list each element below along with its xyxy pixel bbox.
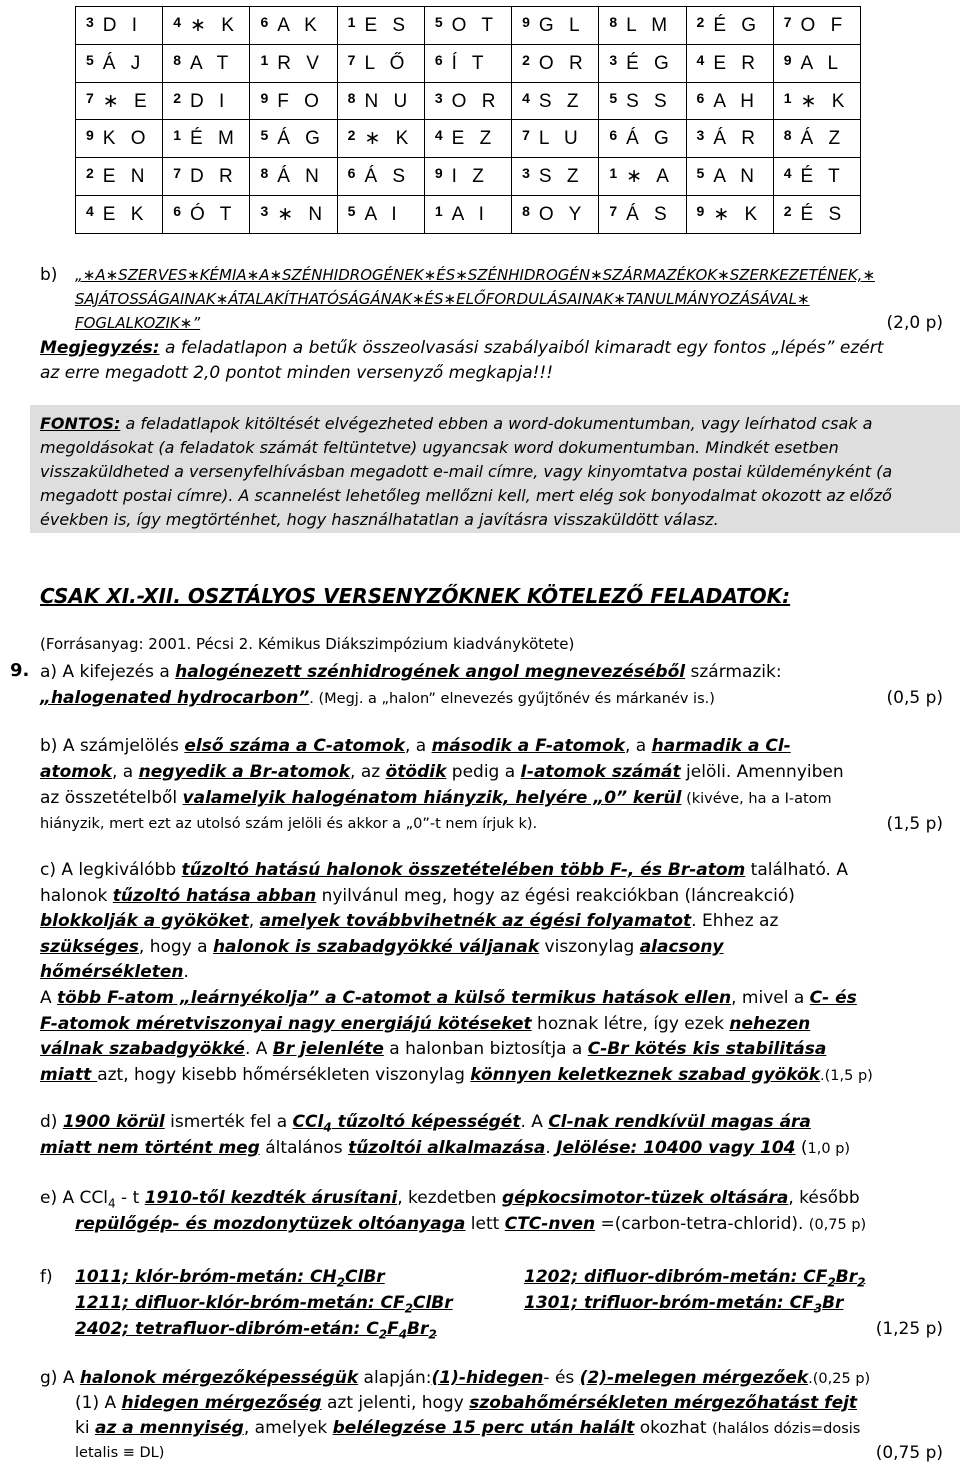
grid-cell-letters: D R <box>190 166 238 188</box>
grid-cell <box>337 82 424 120</box>
text-segment: b) A számjelölés <box>40 736 185 756</box>
text-segment: C- és <box>809 988 857 1008</box>
text-segment: - és <box>543 1368 580 1388</box>
grid-cell <box>76 196 163 234</box>
text-segment: amelyek továbbvihetnék az égési folyamatot <box>259 911 692 931</box>
grid-cell-letters: A H <box>713 90 759 112</box>
grid-cell <box>512 82 599 120</box>
fontos-line4: években is, így megtörténhet, hogy használhatatlan a javításra visszaküldött válasz. <box>40 510 719 529</box>
grid-cell <box>512 44 599 82</box>
grid-cell <box>773 82 860 120</box>
text-segment: halonok is szabadgyökké váljanak <box>212 937 540 957</box>
grid-cell-number: 3 <box>434 89 443 106</box>
grid-cell-letters: F O <box>277 90 324 112</box>
grid-cell <box>599 82 686 120</box>
text-segment: alapján: <box>358 1368 432 1388</box>
text-segment: válnak szabadgyökké <box>40 1039 245 1059</box>
grid-cell-letters: Í T <box>451 52 489 74</box>
grid-cell <box>76 120 163 158</box>
grid-cell-number: 9 <box>434 165 443 182</box>
grid-cell-number: 9 <box>86 127 94 144</box>
grid-cell-letters: Á G <box>277 128 325 150</box>
note-label: Megjegyzés: <box>40 338 160 358</box>
grid-cell-number: 8 <box>609 13 618 30</box>
grid-row <box>76 120 861 158</box>
grid-cell <box>163 44 250 82</box>
grid-row <box>76 44 861 82</box>
grid-cell <box>686 120 773 158</box>
grid-cell-letters: A I <box>451 204 489 226</box>
grid-cell <box>337 7 424 45</box>
grid-cell-letters: A I <box>364 204 402 226</box>
text-segment: található. A <box>745 860 848 880</box>
grid-cell-number: 6 <box>609 127 618 144</box>
grid-cell-number: 1 <box>173 127 182 144</box>
grid-cell-number: 6 <box>434 51 443 68</box>
task-e-line2: repülőgép- és mozdonytüzek oltóanyaga lett CTC-nven =(carbon-tetra-chlorid). (0,75 p) <box>75 1214 867 1234</box>
text-segment: ötödik <box>385 762 447 782</box>
letter-grid <box>75 6 861 234</box>
section-b-label: b) <box>40 265 58 285</box>
text-segment: tűzoltó hatása abban <box>112 886 317 906</box>
grid-cell <box>512 120 599 158</box>
grid-cell <box>686 44 773 82</box>
text-segment: .(0,25 p) <box>808 1371 871 1387</box>
grid-cell-letters: S S <box>626 90 672 112</box>
grid-cell <box>76 44 163 82</box>
section-b-line1: „∗A∗SZERVES∗KÉMIA∗A∗SZÉNHIDROGÉNEK∗ÉS∗SZÉNHIDROGÉN∗SZÁRMAZÉKOK∗SZERKEZETÉNEK,∗ <box>75 266 876 284</box>
grid-cell-number: 4 <box>522 89 530 106</box>
grid-cell-letters: É M <box>190 128 239 150</box>
grid-cell-letters: ∗ N <box>277 204 328 226</box>
section-b-line3: FOGLALKOZIK∗” <box>75 314 201 332</box>
text-segment: az a mennyiség <box>94 1418 244 1438</box>
text-segment: (2)-melegen mérgezőek <box>579 1368 809 1388</box>
grid-cell-letters: E R <box>713 52 761 74</box>
grid-cell-number: 3 <box>260 203 269 220</box>
grid-cell-number: 7 <box>522 127 530 144</box>
task-g-line2 <box>75 1391 857 1415</box>
grid-cell <box>424 196 511 234</box>
grid-cell <box>250 7 337 45</box>
grid-cell-number: 5 <box>434 13 443 30</box>
grid-cell-number: 4 <box>783 165 792 182</box>
text-segment: negyedik a Br-atomok <box>138 762 351 782</box>
grid-cell-letters: O T <box>451 14 498 36</box>
grid-cell-number: 5 <box>696 165 705 182</box>
task-c-line5 <box>40 960 189 984</box>
text-segment: könnyen keletkeznek szabad gyökök <box>470 1065 821 1085</box>
grid-cell-number: 9 <box>696 203 705 220</box>
grid-cell <box>773 120 860 158</box>
text-segment: az összetételből <box>40 788 183 808</box>
grid-cell <box>76 82 163 120</box>
grid-cell-letters: L U <box>538 128 583 150</box>
grid-cell <box>250 120 337 158</box>
grid-cell-number: 3 <box>86 13 94 30</box>
grid-cell-number: 5 <box>347 203 356 220</box>
grid-cell-letters: ∗ A <box>626 166 674 188</box>
grid-cell <box>250 158 337 196</box>
grid-cell-number: 9 <box>260 89 269 106</box>
task-g-points: (0,75 p) <box>875 1443 943 1463</box>
grid-cell <box>337 44 424 82</box>
text-segment: második a F-atomok <box>431 736 625 756</box>
grid-cell <box>337 196 424 234</box>
grid-cell-letters: Á Z <box>800 128 846 150</box>
fontos-label: FONTOS: <box>40 414 121 433</box>
grid-cell-number: 7 <box>609 203 618 220</box>
grid-cell-number: 7 <box>783 13 792 30</box>
task-b-line1 <box>40 734 791 758</box>
text-segment: pedig a <box>446 762 521 782</box>
grid-cell-number: 2 <box>696 13 705 30</box>
task-f-points: (1,25 p) <box>875 1319 943 1339</box>
task-c-line7 <box>40 1012 810 1036</box>
text-segment: , a <box>111 762 139 782</box>
grid-cell <box>337 120 424 158</box>
grid-cell-number: 6 <box>173 203 182 220</box>
grid-cell-letters: O R <box>451 90 501 112</box>
task-b-line3 <box>40 786 832 811</box>
grid-cell <box>686 196 773 234</box>
grid-cell-letters: A N <box>713 166 759 188</box>
grid-cell-letters: Á R <box>713 128 761 150</box>
grid-cell-letters: D I <box>102 14 143 36</box>
section-heading: CSAK XI.-XII. OSZTÁLYOS VERSENYZŐKNEK KÖTELEZŐ FELADATOK: <box>40 584 791 608</box>
note-text1: a feladatlapon a betűk összeolvasási szabályaiból kimaradt egy fontos „lépés” ezért <box>159 338 884 358</box>
grid-cell <box>424 120 511 158</box>
task-c-line8 <box>40 1037 826 1061</box>
grid-cell-number: 5 <box>86 51 94 68</box>
grid-cell-number: 4 <box>86 203 94 220</box>
grid-row <box>76 158 861 196</box>
text-segment: . Ehhez az <box>691 911 779 931</box>
task-c-line3 <box>40 909 778 933</box>
task-d-line1: d) 1900 körül ismerték fel a CCl$_4$ tűzoltó képességét. A Cl-nak rendkívül magas ára <box>40 1112 811 1135</box>
text-segment: (1) A <box>75 1393 122 1413</box>
text-segment: g) A <box>40 1368 80 1388</box>
grid-cell-letters: K O <box>102 128 151 150</box>
grid-cell-number: 2 <box>173 89 182 106</box>
text-segment: azt, hogy kisebb hőmérsékleten viszonylag <box>97 1065 471 1085</box>
grid-cell-number: 3 <box>609 51 618 68</box>
task-f-c3: 2402; tetrafluor-dibróm-etán: $C_2F_4Br_2$ <box>75 1319 437 1342</box>
task-f-label: f) <box>40 1267 53 1287</box>
task-g-line4: letalis ≡ DL) <box>75 1445 165 1461</box>
grid-cell-letters: D I <box>190 90 230 112</box>
text-segment: blokkolják a gyököket <box>40 911 249 931</box>
grid-cell-letters: Á S <box>364 166 411 188</box>
text-segment: (halálos dózis=dosis <box>712 1421 861 1437</box>
text-segment: , mivel a <box>731 988 810 1008</box>
grid-cell <box>773 7 860 45</box>
grid-cell <box>250 196 337 234</box>
task-c-line4 <box>40 935 724 959</box>
text-segment: atomok <box>40 762 112 782</box>
fontos-line2: visszaküldheted a versenyfelhívásban megadott e-mail címre, vagy kinyomtatva postai küldeményként (a <box>40 462 893 481</box>
text-segment: . A <box>244 1039 273 1059</box>
task-b-points: (1,5 p) <box>886 814 943 834</box>
grid-cell <box>512 158 599 196</box>
task-a-points: (0,5 p) <box>886 688 943 708</box>
text-segment: , hogy a <box>138 937 213 957</box>
fontos-line3: megadott postai címre). A scannelést lehetőleg mellőzni kell, mert elég sok bonyodalmat okozott az előző <box>40 486 892 505</box>
grid-cell-letters: Ó T <box>190 204 237 226</box>
grid-cell-number: 3 <box>696 127 705 144</box>
text-segment: .(1,5 p) <box>820 1068 873 1084</box>
grid-cell <box>250 44 337 82</box>
text-segment: nehezen <box>729 1014 811 1034</box>
grid-cell-letters: É G <box>713 14 762 36</box>
task-c-line1 <box>40 858 848 882</box>
text-segment: okozhat <box>634 1418 713 1438</box>
text-segment: c) A legkiválóbb <box>40 860 182 880</box>
task-f-c5: 1301; trifluor-bróm-metán: $CF_3Br$ <box>524 1293 844 1316</box>
note-line2: az erre megadott 2,0 pontot minden versenyző megkapja!!! <box>40 363 554 383</box>
grid-cell <box>424 82 511 120</box>
grid-cell-number: 8 <box>522 203 530 220</box>
grid-cell <box>773 44 860 82</box>
task-b-line2 <box>40 760 844 784</box>
text-segment: tűzoltó hatású halonok összetételében több F-, és Br-atom <box>181 860 746 880</box>
grid-cell <box>163 158 250 196</box>
grid-cell-letters: Á N <box>277 166 324 188</box>
grid-cell-letters: R V <box>277 52 324 74</box>
text-segment: belélegzése 15 perc után halált <box>332 1418 635 1438</box>
text-segment: több F-atom „leárnyékolja” a C-atomot a külső termikus hatások ellen <box>57 988 732 1008</box>
text-segment: hőmérsékleten <box>40 962 184 982</box>
grid-cell <box>773 158 860 196</box>
task-d-line2: miatt nem történt meg általános tűzoltói alkalmazása. Jelölése: 10400 vagy 104 (1,0 p) <box>40 1138 851 1158</box>
task-c-line9 <box>40 1063 873 1088</box>
grid-cell <box>337 158 424 196</box>
grid-cell-letters: L M <box>626 14 673 36</box>
text-segment: F-atomok méretviszonyai nagy energiájú kötéseket <box>40 1014 532 1034</box>
grid-cell-number: 7 <box>173 165 182 182</box>
text-segment: A <box>40 988 58 1008</box>
grid-cell <box>512 196 599 234</box>
text-segment: alacsony <box>639 937 724 957</box>
task-f-c1: 1011; klór-bróm-metán: $CH_2ClBr$ <box>75 1267 385 1290</box>
grid-cell <box>599 120 686 158</box>
grid-cell-letters: ∗ K <box>364 128 414 150</box>
text-segment: szükséges <box>40 937 139 957</box>
grid-cell-letters: O Y <box>538 204 587 226</box>
text-segment: halonok <box>40 886 113 906</box>
text-segment: a halonban biztosítja a <box>383 1039 588 1059</box>
text-segment: viszonylag <box>539 937 640 957</box>
grid-cell-number: 1 <box>783 89 792 106</box>
grid-cell-number: 2 <box>347 127 356 144</box>
text-segment: nyilvánul meg, hogy az égési reakciókban (láncreakció) <box>316 886 795 906</box>
text-segment: , a <box>404 736 432 756</box>
text-segment: I-atomok számát <box>520 762 681 782</box>
text-segment: ki <box>75 1418 95 1438</box>
grid-cell <box>250 82 337 120</box>
grid-cell-number: 2 <box>86 165 94 182</box>
grid-cell <box>599 7 686 45</box>
grid-cell-number: 9 <box>522 13 530 30</box>
grid-cell <box>599 158 686 196</box>
grid-cell-letters: L Ő <box>364 52 410 74</box>
grid-cell-number: 4 <box>434 127 443 144</box>
grid-cell-letters: Á G <box>626 128 674 150</box>
task-f-c4: 1202; difluor-dibróm-metán: $CF_2Br_2$ <box>524 1267 866 1290</box>
task-c-line6 <box>40 986 857 1010</box>
task-a-line1: a) A kifejezés a halogénezett szénhidrogének angol megnevezéséből származik: <box>40 662 782 682</box>
text-segment: . <box>183 962 189 982</box>
grid-cell <box>686 158 773 196</box>
grid-cell-number: 2 <box>783 203 792 220</box>
grid-cell <box>163 82 250 120</box>
grid-cell-letters: ∗ K <box>713 204 763 226</box>
grid-cell <box>424 158 511 196</box>
grid-cell <box>163 7 250 45</box>
grid-cell-letters: S Z <box>538 166 584 188</box>
grid-cell <box>424 7 511 45</box>
text-segment: harmadik a Cl- <box>651 736 791 756</box>
grid-cell-letters: E K <box>102 204 149 226</box>
grid-cell-number: 1 <box>434 203 443 220</box>
source-line: (Forrásanyag: 2001. Pécsi 2. Kémikus Diákszimpózium kiadványkötete) <box>40 635 575 653</box>
text-segment: miatt <box>40 1065 98 1085</box>
important-note-box <box>30 405 960 533</box>
grid-cell-letters: A T <box>190 52 234 74</box>
grid-cell-number: 2 <box>522 51 530 68</box>
text-segment: , az <box>350 762 386 782</box>
grid-cell-letters: Á S <box>626 204 672 226</box>
grid-cell-letters: É S <box>800 204 847 226</box>
grid-cell-number: 5 <box>260 127 269 144</box>
task-f-c2: 1211; difluor-klór-bróm-metán: $CF_2ClBr$ <box>75 1293 453 1316</box>
text-segment: hidegen mérgezőség <box>121 1393 322 1413</box>
grid-cell-letters: G L <box>538 14 585 36</box>
task-b-line4: hiányzik, mert ezt az utolsó szám jelöli és akkor a „0”-t nem írjuk k). <box>40 816 538 832</box>
task-a-line2: „halogenated hydrocarbon”. (Megj. a „halon” elnevezés gyűjtőnév és márkanév is.) <box>40 688 715 708</box>
task-c-line2 <box>40 884 795 908</box>
grid-cell-number: 4 <box>696 51 705 68</box>
grid-cell-letters: S Z <box>538 90 584 112</box>
grid-cell-number: 6 <box>260 13 269 30</box>
text-segment: első száma a C-atomok <box>184 736 405 756</box>
grid-cell <box>76 158 163 196</box>
grid-cell-letters: ∗ K <box>800 90 850 112</box>
text-segment: , <box>248 911 260 931</box>
grid-cell-number: 1 <box>347 13 356 30</box>
task-g-line3 <box>75 1416 860 1441</box>
text-segment: halonok mérgezőképességük <box>79 1368 359 1388</box>
grid-cell-number: 7 <box>347 51 356 68</box>
grid-cell-number: 1 <box>609 165 618 182</box>
task-number: 9. <box>10 660 30 681</box>
grid-cell-number: 7 <box>86 89 94 106</box>
grid-cell-letters: Á J <box>102 52 146 74</box>
grid-cell-letters: N U <box>364 90 413 112</box>
grid-row <box>76 82 861 120</box>
text-segment: Br jelenléte <box>272 1039 384 1059</box>
grid-cell-letters: A L <box>800 52 844 74</box>
grid-cell-letters: I Z <box>451 166 489 188</box>
grid-row <box>76 7 861 45</box>
grid-cell-number: 6 <box>696 89 705 106</box>
grid-cell-letters: ∗ K <box>190 14 239 36</box>
grid-cell <box>686 82 773 120</box>
grid-row <box>76 196 861 234</box>
grid-cell-letters: E N <box>102 166 150 188</box>
text-segment: C-Br kötés kis stabilitása <box>587 1039 827 1059</box>
text-segment: , a <box>624 736 652 756</box>
text-segment: azt jelenti, hogy <box>321 1393 470 1413</box>
grid-cell-letters: A K <box>277 14 322 36</box>
grid-cell-letters: ∗ E <box>102 90 152 112</box>
grid-cell <box>512 7 599 45</box>
grid-cell-number: 8 <box>347 89 356 106</box>
text-segment: , amelyek <box>243 1418 333 1438</box>
grid-cell-letters: É G <box>626 52 674 74</box>
grid-cell <box>424 44 511 82</box>
grid-cell <box>773 196 860 234</box>
grid-cell-letters: É T <box>800 166 845 188</box>
grid-cell <box>76 7 163 45</box>
grid-cell-number: 3 <box>522 165 530 182</box>
text-segment: hoznak létre, így ezek <box>531 1014 730 1034</box>
text-segment: jelöli. Amennyiben <box>680 762 844 782</box>
grid-cell-letters: E S <box>364 14 411 36</box>
fontos-line0: FONTOS: a feladatlapok kitöltését elvégezheted ebben a word-dokumentumban, vagy leírhatod csak a <box>40 414 873 433</box>
grid-cell-number: 4 <box>173 13 182 30</box>
grid-cell-number: 8 <box>260 165 269 182</box>
grid-cell-letters: O R <box>538 52 588 74</box>
grid-cell <box>599 44 686 82</box>
grid-cell <box>599 196 686 234</box>
grid-cell <box>163 196 250 234</box>
grid-cell-number: 9 <box>783 51 792 68</box>
fontos-line1: megoldásokat (a feladatok számát feltüntetve) ugyancsak word dokumentumban. Mindkét esetben <box>40 438 839 457</box>
task-e-line1: e) A CCl$_4$ - t 1910-től kezdték árusítani, kezdetben gépkocsimotor-tüzek oltására, később <box>40 1188 860 1211</box>
grid-cell-letters: E Z <box>451 128 497 150</box>
text-segment: (1)-hidegen <box>431 1368 544 1388</box>
task-g-line1 <box>40 1366 870 1391</box>
grid-cell-number: 1 <box>260 51 269 68</box>
text-segment: szobahőmérsékleten mérgezőhatást fejt <box>469 1393 858 1413</box>
grid-cell-number: 5 <box>609 89 618 106</box>
grid-cell-number: 6 <box>347 165 356 182</box>
grid-cell <box>163 120 250 158</box>
grid-cell-number: 8 <box>173 51 182 68</box>
grid-cell <box>686 7 773 45</box>
text-segment: valamelyik halogénatom hiányzik, helyére „0” kerül <box>182 788 682 808</box>
note-line1 <box>40 336 883 360</box>
section-b-points: (2,0 p) <box>886 313 943 333</box>
grid-cell-number: 8 <box>783 127 792 144</box>
section-b-line2: SAJÁTOSSÁGAINAK∗ÁTALAKÍTHATÓSÁGÁNAK∗ÉS∗ELŐFORDULÁSAINAK∗TANULMÁNYOZÁSÁVAL∗ <box>75 290 810 308</box>
text-segment: (kivéve, ha a I-atom <box>681 791 832 807</box>
grid-cell-letters: O F <box>800 14 848 36</box>
